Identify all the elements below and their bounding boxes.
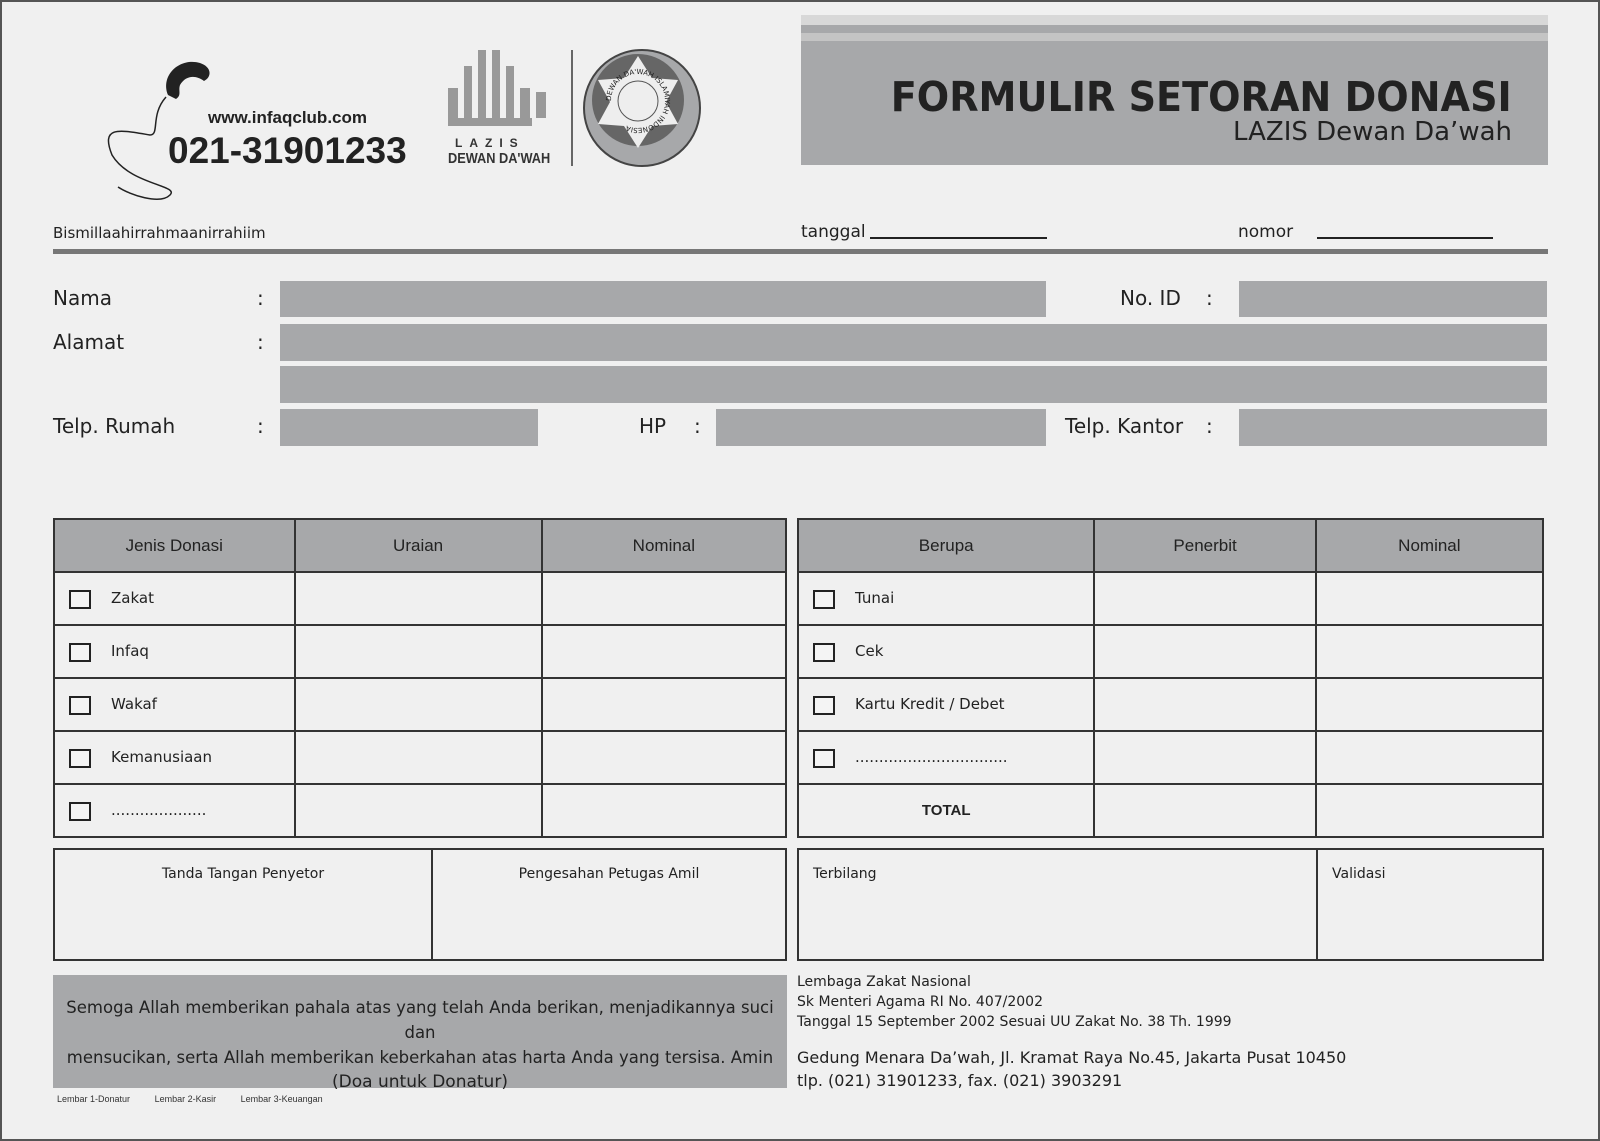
copy-label: Lembar 1-Donatur xyxy=(57,1094,131,1104)
penerbit-cell[interactable] xyxy=(1094,731,1315,784)
tanggal-field[interactable] xyxy=(870,237,1047,239)
checkbox[interactable] xyxy=(69,802,91,821)
dewan-dawah-seal-icon xyxy=(582,48,702,168)
terbilang-box[interactable] xyxy=(799,850,1318,959)
colon: : xyxy=(257,414,264,438)
uraian-cell[interactable] xyxy=(295,572,542,625)
row-label: Infaq xyxy=(111,642,149,661)
title-banner xyxy=(801,15,1548,165)
bismillah: Bismillaahirrahmaanirrahiim xyxy=(53,224,266,242)
footer-contact: tlp. (021) 31901233, fax. (021) 3903291 xyxy=(797,1071,1123,1090)
checkbox[interactable] xyxy=(813,590,835,609)
table-row xyxy=(54,784,786,837)
amil-signature-box[interactable] xyxy=(433,850,785,959)
alamat-input-line2[interactable] xyxy=(280,366,1547,403)
total-nominal-cell[interactable] xyxy=(1316,784,1543,837)
colon: : xyxy=(1206,414,1213,438)
table-row xyxy=(54,731,786,784)
prayer-attribution: (Doa untuk Donatur) xyxy=(332,1072,508,1092)
nomor-label: nomor xyxy=(1238,222,1294,242)
footer-line: Lembaga Zakat Nasional xyxy=(797,974,971,990)
validasi-box[interactable] xyxy=(1318,850,1542,959)
checkbox[interactable] xyxy=(69,749,91,768)
terbilang-label: Terbilang xyxy=(813,866,877,882)
copy-label: Lembar 3-Keuangan xyxy=(240,1094,323,1104)
tanggal-label: tanggal xyxy=(801,222,866,242)
nominal-cell[interactable] xyxy=(1316,572,1543,625)
checkbox[interactable] xyxy=(813,643,835,662)
alamat-label: Alamat xyxy=(53,330,125,354)
footer-line: Tanggal 15 September 2002 Sesuai UU Zakat No. 38 Th. 1999 xyxy=(797,1014,1232,1030)
logo-dewan-dawah-text: DEWAN DA'WAH xyxy=(448,150,551,167)
header-rule xyxy=(53,249,1548,254)
no-id-input[interactable] xyxy=(1239,281,1547,317)
terbilang-section xyxy=(797,848,1544,961)
footer-address: Gedung Menara Da’wah, Jl. Kramat Raya No.45, Jakarta Pusat 10450 xyxy=(797,1048,1347,1067)
table-row xyxy=(798,572,1543,625)
checkbox[interactable] xyxy=(69,696,91,715)
telp-kantor-input[interactable] xyxy=(1239,409,1547,446)
row-label: Zakat xyxy=(111,589,154,608)
nominal-cell[interactable] xyxy=(542,784,786,837)
copy-labels xyxy=(57,1094,323,1104)
prayer-line: mensucikan, serta Allah memberikan keberkahan atas harta Anda yang tersisa. Amin xyxy=(66,1048,774,1067)
donation-type-table xyxy=(53,518,787,838)
col-header: Jenis Donasi xyxy=(54,519,295,572)
alamat-input-line1[interactable] xyxy=(280,324,1547,361)
penerbit-cell[interactable] xyxy=(1094,784,1315,837)
row-label: .................... xyxy=(111,801,207,820)
penerbit-cell[interactable] xyxy=(1094,572,1315,625)
penerbit-cell[interactable] xyxy=(1094,625,1315,678)
prayer-box xyxy=(53,975,787,1092)
copy-label: Lembar 2-Kasir xyxy=(154,1094,217,1104)
nama-input[interactable] xyxy=(280,281,1046,317)
table-row xyxy=(54,678,786,731)
checkbox[interactable] xyxy=(813,749,835,768)
table-row xyxy=(54,572,786,625)
penerbit-cell[interactable] xyxy=(1094,678,1315,731)
telp-rumah-label: Telp. Rumah xyxy=(53,414,176,438)
nominal-cell[interactable] xyxy=(542,572,786,625)
checkbox[interactable] xyxy=(69,643,91,662)
telp-rumah-input[interactable] xyxy=(280,409,538,446)
logo-lazis-text: LAZIS xyxy=(455,136,525,150)
uraian-cell[interactable] xyxy=(295,625,542,678)
colon: : xyxy=(257,330,264,354)
footer-line: Sk Menteri Agama RI No. 407/2002 xyxy=(797,994,1043,1010)
table-row xyxy=(798,625,1543,678)
row-label: Kartu Kredit / Debet xyxy=(855,695,1005,714)
lazis-logo-icon xyxy=(448,48,554,136)
nomor-field[interactable] xyxy=(1317,237,1493,239)
signature-section xyxy=(53,848,787,961)
row-label: Kemanusiaan xyxy=(111,748,213,767)
colon: : xyxy=(694,414,701,438)
uraian-cell[interactable] xyxy=(295,731,542,784)
nominal-cell[interactable] xyxy=(542,731,786,784)
checkbox[interactable] xyxy=(813,696,835,715)
row-label: Tunai xyxy=(855,589,895,608)
table-row xyxy=(798,731,1543,784)
nama-label: Nama xyxy=(53,286,112,310)
col-header: Nominal xyxy=(1316,519,1543,572)
penyetor-signature-box[interactable] xyxy=(55,850,433,959)
nominal-cell[interactable] xyxy=(1316,731,1543,784)
col-header: Nominal xyxy=(542,519,786,572)
row-label: Wakaf xyxy=(111,695,157,714)
nominal-cell[interactable] xyxy=(1316,678,1543,731)
row-label: ................................ xyxy=(855,748,1008,767)
colon: : xyxy=(1206,286,1213,310)
form-title: FORMULIR SETORAN DONASI xyxy=(891,73,1512,121)
checkbox[interactable] xyxy=(69,590,91,609)
seal-text: DEWAN DA'WAH ISLAMIYAH INDONESIA xyxy=(604,67,672,135)
col-header: Penerbit xyxy=(1094,519,1315,572)
uraian-cell[interactable] xyxy=(295,784,542,837)
nominal-cell[interactable] xyxy=(1316,625,1543,678)
col-header: Berupa xyxy=(798,519,1094,572)
penyetor-label: Tanda Tangan Penyetor xyxy=(161,866,325,882)
logo-divider xyxy=(571,50,573,166)
organization-info xyxy=(797,972,1346,1092)
form-subtitle: LAZIS Dewan Da’wah xyxy=(1233,117,1512,147)
hp-label: HP xyxy=(639,414,667,438)
total-label: TOTAL xyxy=(798,784,1094,837)
nominal-cell[interactable] xyxy=(542,625,786,678)
prayer-line: Semoga Allah memberikan pahala atas yang telah Anda berikan, menjadikannya suci dan xyxy=(66,998,774,1042)
col-header: Uraian xyxy=(295,519,542,572)
table-row xyxy=(54,625,786,678)
website: www.infaqclub.com xyxy=(208,108,367,127)
hp-input[interactable] xyxy=(716,409,1046,446)
validasi-label: Validasi xyxy=(1332,866,1386,882)
hotline-number: 021-31901233 xyxy=(168,130,407,171)
colon: : xyxy=(257,286,264,310)
total-row xyxy=(798,784,1543,837)
nominal-cell[interactable] xyxy=(542,678,786,731)
payment-method-table xyxy=(797,518,1544,838)
amil-label: Pengesahan Petugas Amil xyxy=(518,866,700,882)
telp-kantor-label: Telp. Kantor xyxy=(1065,414,1184,438)
row-label: Cek xyxy=(855,642,884,661)
table-row xyxy=(798,678,1543,731)
no-id-label: No. ID xyxy=(1120,286,1181,310)
uraian-cell[interactable] xyxy=(295,678,542,731)
